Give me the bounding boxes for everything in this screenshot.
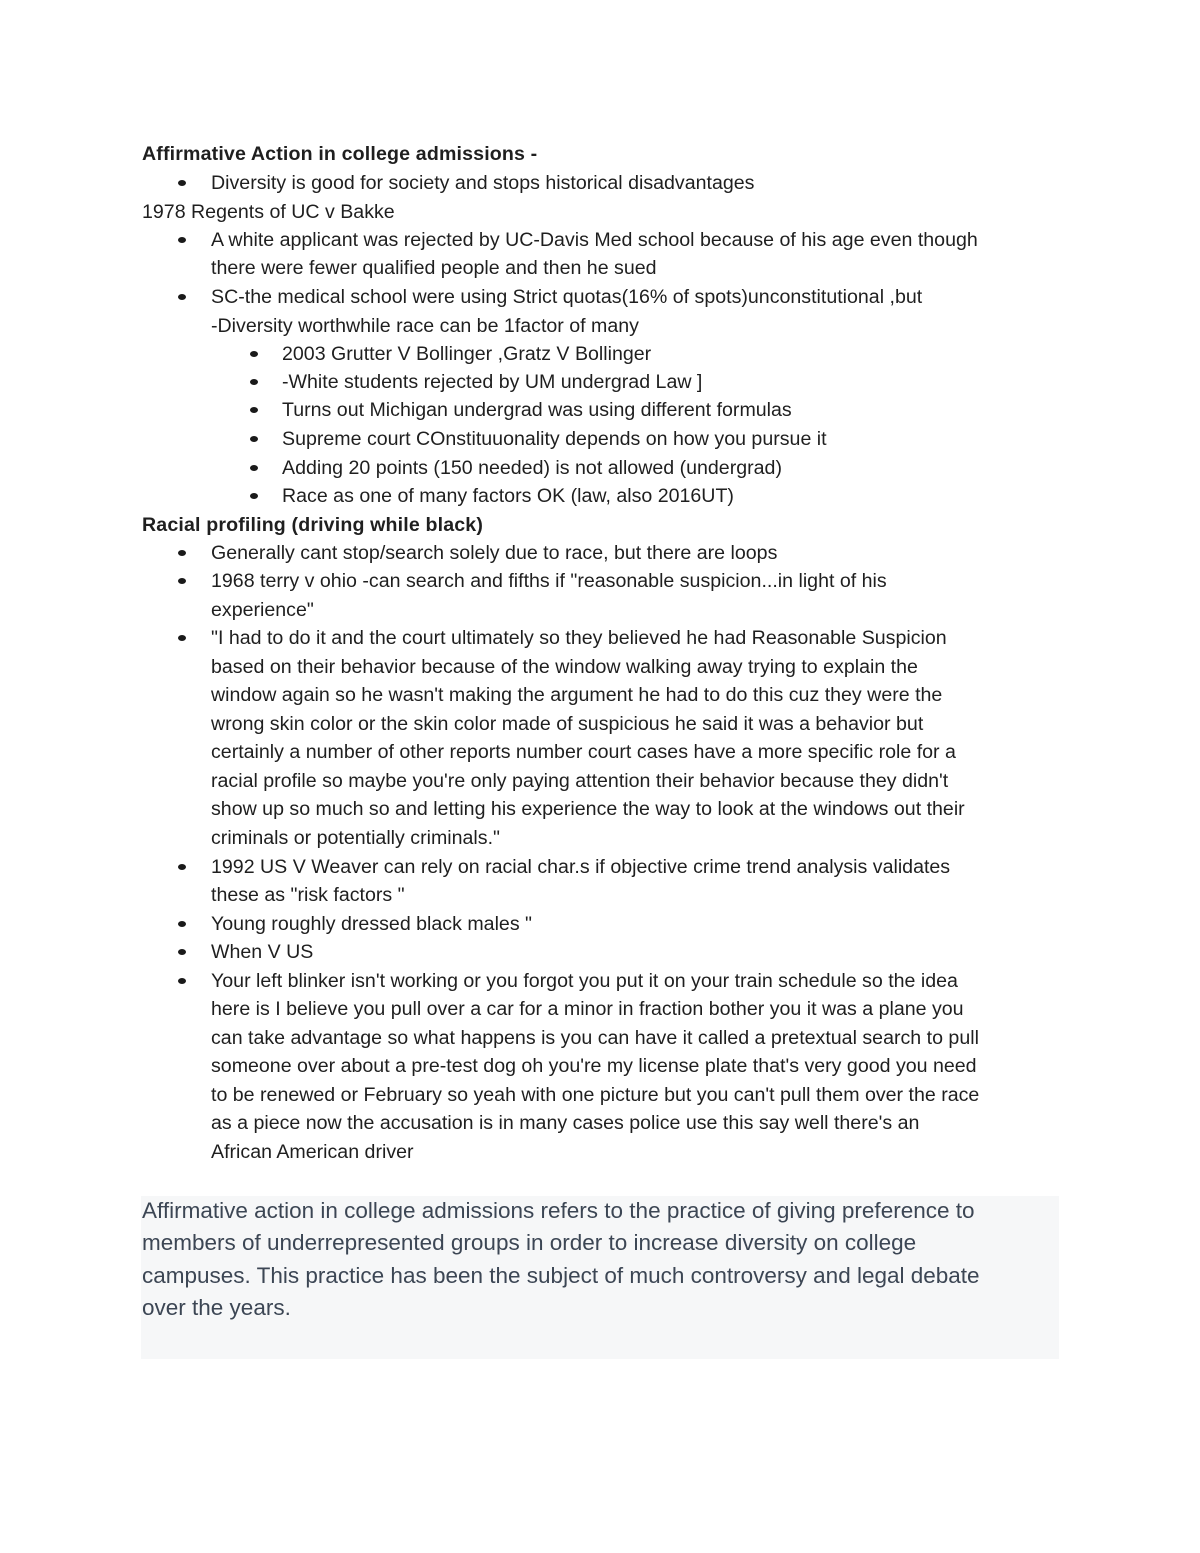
bullet-icon <box>178 550 186 556</box>
bullet-icon <box>178 294 186 300</box>
summary-text-line: over the years. <box>142 1295 291 1320</box>
list-item-continuation: can take advantage so what happens is you can have it called a pretextual search to pull <box>211 1027 979 1049</box>
bullet-icon <box>178 949 186 955</box>
list-item: Your left blinker isn't working or you forgot you put it on your train schedule so the idea <box>211 970 958 992</box>
bullet-icon <box>178 978 186 984</box>
list-item-continuation: experience" <box>211 599 314 621</box>
list-item: 1968 terry v ohio -can search and fifths if "reasonable suspicion...in light of his <box>211 570 887 592</box>
list-item: Generally cant stop/search solely due to race, but there are loops <box>211 542 778 564</box>
sub-bullet-icon <box>250 407 258 413</box>
sub-list-item: Supreme court COnstituuonality depends on how you pursue it <box>282 428 827 450</box>
sub-list-item: Race as one of many factors OK (law, also 2016UT) <box>282 485 734 507</box>
sub-list-item: Adding 20 points (150 needed) is not allowed (undergrad) <box>282 457 782 479</box>
list-item-continuation: here is I believe you pull over a car for a minor in fraction bother you it was a plane you <box>211 998 964 1020</box>
bullet-icon <box>178 921 186 927</box>
list-item-continuation: -Diversity worthwhile race can be 1factor of many <box>211 315 639 337</box>
list-item: Diversity is good for society and stops historical disadvantages <box>211 172 755 194</box>
section-heading-affirmative-action: Affirmative Action in college admissions - <box>142 143 538 165</box>
list-item-continuation: there were fewer qualified people and then he sued <box>211 257 657 279</box>
sub-list-item: 2003 Grutter V Bollinger ,Gratz V Bollinger <box>282 343 652 365</box>
list-item-continuation: these as "risk factors " <box>211 884 405 906</box>
sub-bullet-icon <box>250 465 258 471</box>
bullet-icon <box>178 578 186 584</box>
bullet-icon <box>178 864 186 870</box>
list-item: SC-the medical school were using Strict quotas(16% of spots)unconstitutional ,but <box>211 286 923 308</box>
list-item-continuation: window again so he wasn't making the argument he had to do this cuz they were the <box>211 684 943 706</box>
bullet-icon <box>178 180 186 186</box>
list-item: Young roughly dressed black males " <box>211 913 533 935</box>
list-item-continuation: someone over about a pre-test dog oh you're my license plate that's very good you need <box>211 1055 977 1077</box>
list-item-continuation: wrong skin color or the skin color made of suspicious he said it was a behavior but <box>211 713 924 735</box>
list-item-continuation: as a piece now the accusation is in many cases police use this say well there's an <box>211 1112 920 1134</box>
list-item-continuation: show up so much so and letting his experience the way to look at the windows out their <box>211 798 965 820</box>
list-item-continuation: African American driver <box>211 1141 414 1163</box>
bullet-icon <box>178 635 186 641</box>
summary-text-line: campuses. This practice has been the subject of much controversy and legal debate <box>142 1263 980 1288</box>
list-item-continuation: racial profile so maybe you're only paying attention their behavior because they didn't <box>211 770 949 792</box>
sub-list-item: Turns out Michigan undergrad was using different formulas <box>282 399 792 421</box>
list-item: When V US <box>211 941 314 963</box>
sub-bullet-icon <box>250 493 258 499</box>
summary-text-line: members of underrepresented groups in order to increase diversity on college <box>142 1230 917 1255</box>
sub-bullet-icon <box>250 436 258 442</box>
list-item-continuation: criminals or potentially criminals." <box>211 827 500 849</box>
list-item: A white applicant was rejected by UC-Davis Med school because of his age even though <box>211 229 978 251</box>
sub-bullet-icon <box>250 351 258 357</box>
case-title-bakke: 1978 Regents of UC v Bakke <box>142 201 395 223</box>
summary-text-line: Affirmative action in college admissions refers to the practice of giving preference to <box>142 1198 975 1223</box>
section-heading-racial-profiling: Racial profiling (driving while black) <box>142 514 484 536</box>
list-item-continuation: certainly a number of other reports number court cases have a more specific role for a <box>211 741 956 763</box>
sub-bullet-icon <box>250 379 258 385</box>
bullet-icon <box>178 237 186 243</box>
list-item-continuation: to be renewed or February so yeah with one picture but you can't pull them over the race <box>211 1084 980 1106</box>
list-item: 1992 US V Weaver can rely on racial char.s if objective crime trend analysis validates <box>211 856 951 878</box>
list-item: "I had to do it and the court ultimately so they believed he had Reasonable Suspicion <box>211 627 947 649</box>
list-item-continuation: based on their behavior because of the window walking away trying to explain the <box>211 656 918 678</box>
sub-list-item: -White students rejected by UM undergrad Law ] <box>282 371 703 393</box>
